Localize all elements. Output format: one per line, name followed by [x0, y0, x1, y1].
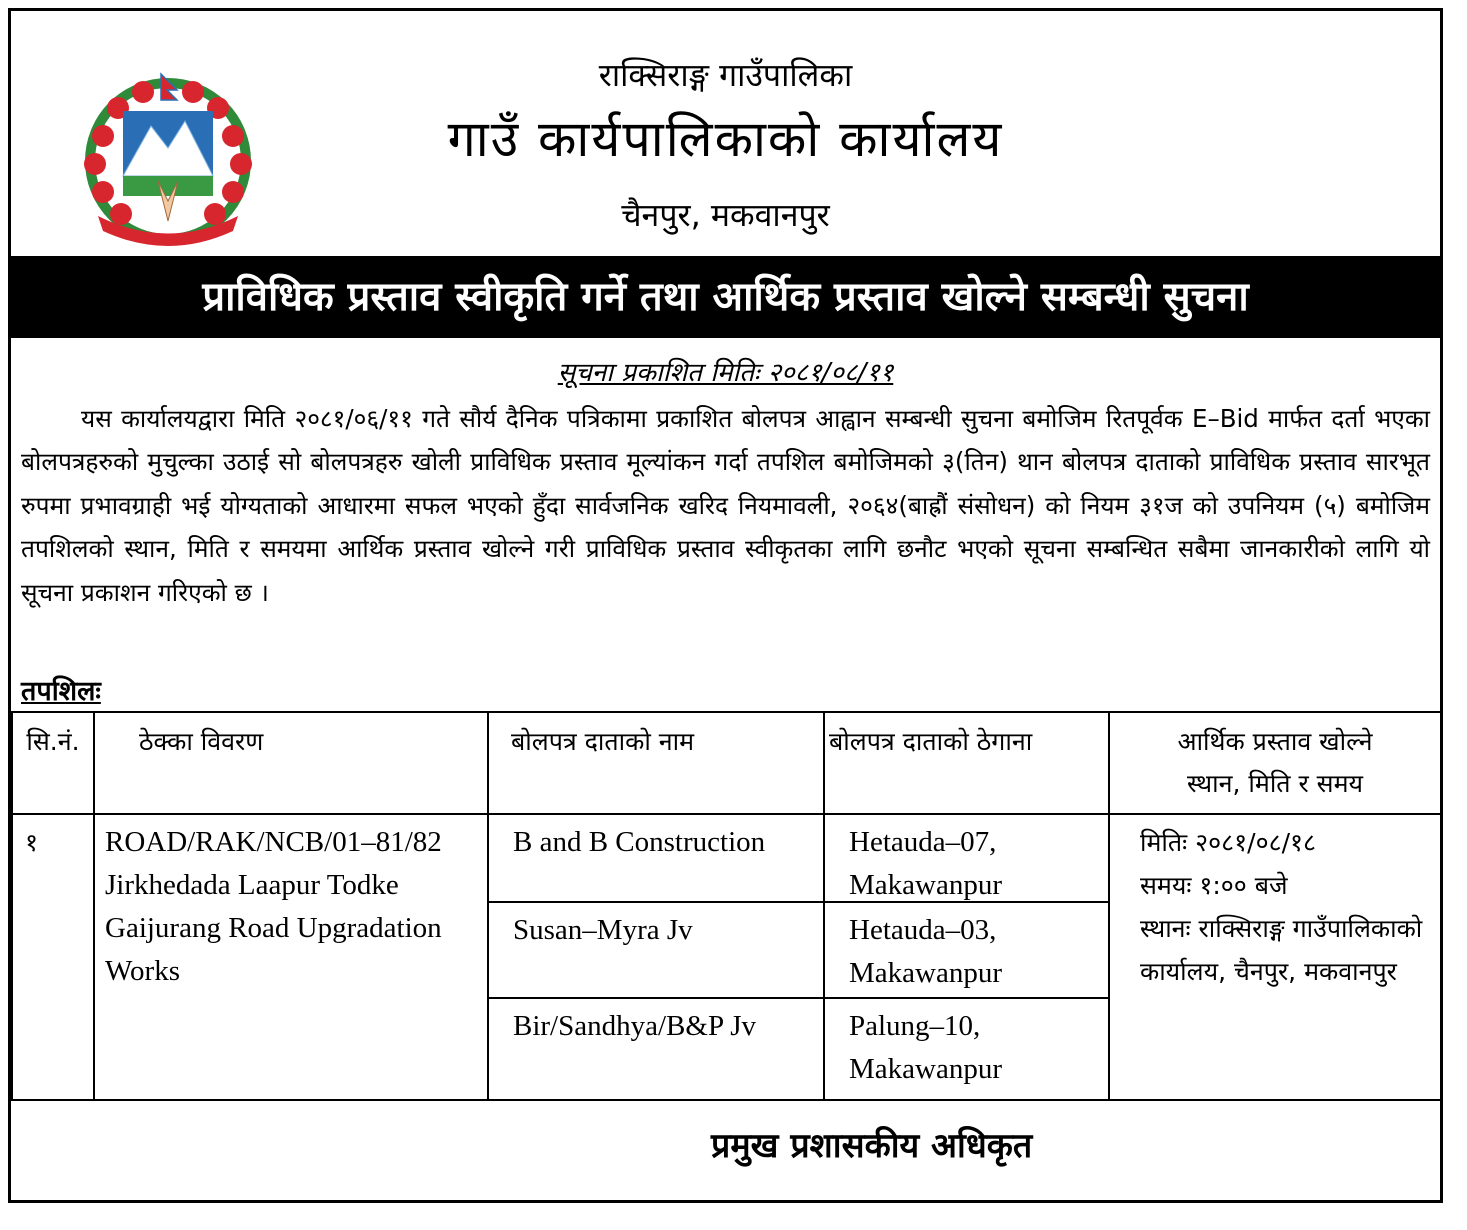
cell-opening-details [1109, 814, 1441, 1100]
contract-description: Jirkhedada Laapur Todke Gaijurang Road Upgradation Works [105, 869, 442, 987]
bidder-name: Bir/Sandhya/B&P Jv [513, 1010, 757, 1042]
table-header-row [12, 712, 1441, 814]
cell-bidder-names [488, 814, 824, 1100]
bidder-name: B and B Construction [489, 815, 823, 903]
notice-frame [8, 8, 1443, 1203]
opening-time: समयः १:०० बजे [1140, 871, 1288, 900]
notice-title-banner: प्राविधिक प्रस्ताव स्वीकृति गर्ने तथा आर्थिक प्रस्ताव खोल्ने सम्बन्धी सुचना [11, 256, 1440, 338]
cell-contract [94, 814, 488, 1100]
notice-header [11, 11, 1440, 256]
office-location: चैनपुर, मकवानपुर [621, 196, 830, 234]
signatory-title: प्रमुख प्रशासकीय अधिकृत [711, 1126, 1033, 1166]
header-sn: सि.नं. [12, 712, 94, 814]
notice-body: यस कार्यालयद्वारा मिति २०८१/०६/११ गते सौर्य दैनिक पत्रिकामा प्रकाशित बोलपत्र आह्वान सम्बन्धी सुचना बमोजिम रितपूर्वक E–Bid मार्फत दर्ता भएका बोलपत्रहरुको मुचुल्का उठाई सो बोलपत्रहरु खोली प्राविधिक प्रस्ताव मूल्यांकन गर्दा तपशिल बमोजिमको ३(तिन) थान बोलपत्र दाताको प्राविधिक प्रस्ताव सारभूत रुपमा प्रभावग्राही भई योग्यताको आधारमा सफल भएको हुँदा सार्वजनिक खरिद नियमावली, २०६४(बाह्रौं संसोधन) को नियम ३१ज को उपनियम (५) बमोजिम तपशिलको स्थान, मिति र समयमा आर्थिक प्रस्ताव खोल्ने गरी प्राविधिक प्रस्ताव स्वीकृतका लागि छनौट भएको सूचना सम्बन्धित सबैमा जानकारीको लागि यो सूचना प्रकाशन गरिएको छ । [21, 404, 1430, 607]
cell-bidder-addresses [824, 814, 1109, 1100]
opening-date: मितिः २०८१/०८/१८ [1140, 828, 1316, 857]
details-label: तपशिलः [21, 676, 101, 707]
contract-number: ROAD/RAK/NCB/01–81/82 [105, 826, 442, 858]
header-opening: आर्थिक प्रस्ताव खोल्ने स्थान, मिति र समय [1109, 712, 1441, 814]
header-bidder-address: बोलपत्र दाताको ठेगाना [824, 712, 1109, 814]
bidder-name: Susan–Myra Jv [489, 903, 823, 999]
table-row [12, 814, 1441, 1100]
bidder-address: Hetauda–07, Makawanpur [825, 815, 1108, 903]
cell-sn: १ [12, 814, 94, 1100]
opening-place: स्थानः राक्सिराङ्ग गाउँपालिकाको कार्यालय, चैनपुर, मकवानपुर [1140, 914, 1423, 986]
municipality-name: राक्सिराङ्ग गाउँपालिका [598, 56, 853, 94]
bidder-address: Hetauda–03, Makawanpur [825, 903, 1108, 999]
header-bidder-name: बोलपत्र दाताको नाम [488, 712, 824, 814]
office-name: गाउँ कार्यपालिकाको कार्यालय [447, 110, 1004, 168]
bid-table [11, 711, 1442, 1101]
publish-date: सूचना प्रकाशित मितिः २०८१/०८/११ [557, 358, 894, 388]
bidder-address: Palung–10, Makawanpur [849, 1010, 1003, 1085]
header-contract: ठेक्का विवरण [94, 712, 488, 814]
